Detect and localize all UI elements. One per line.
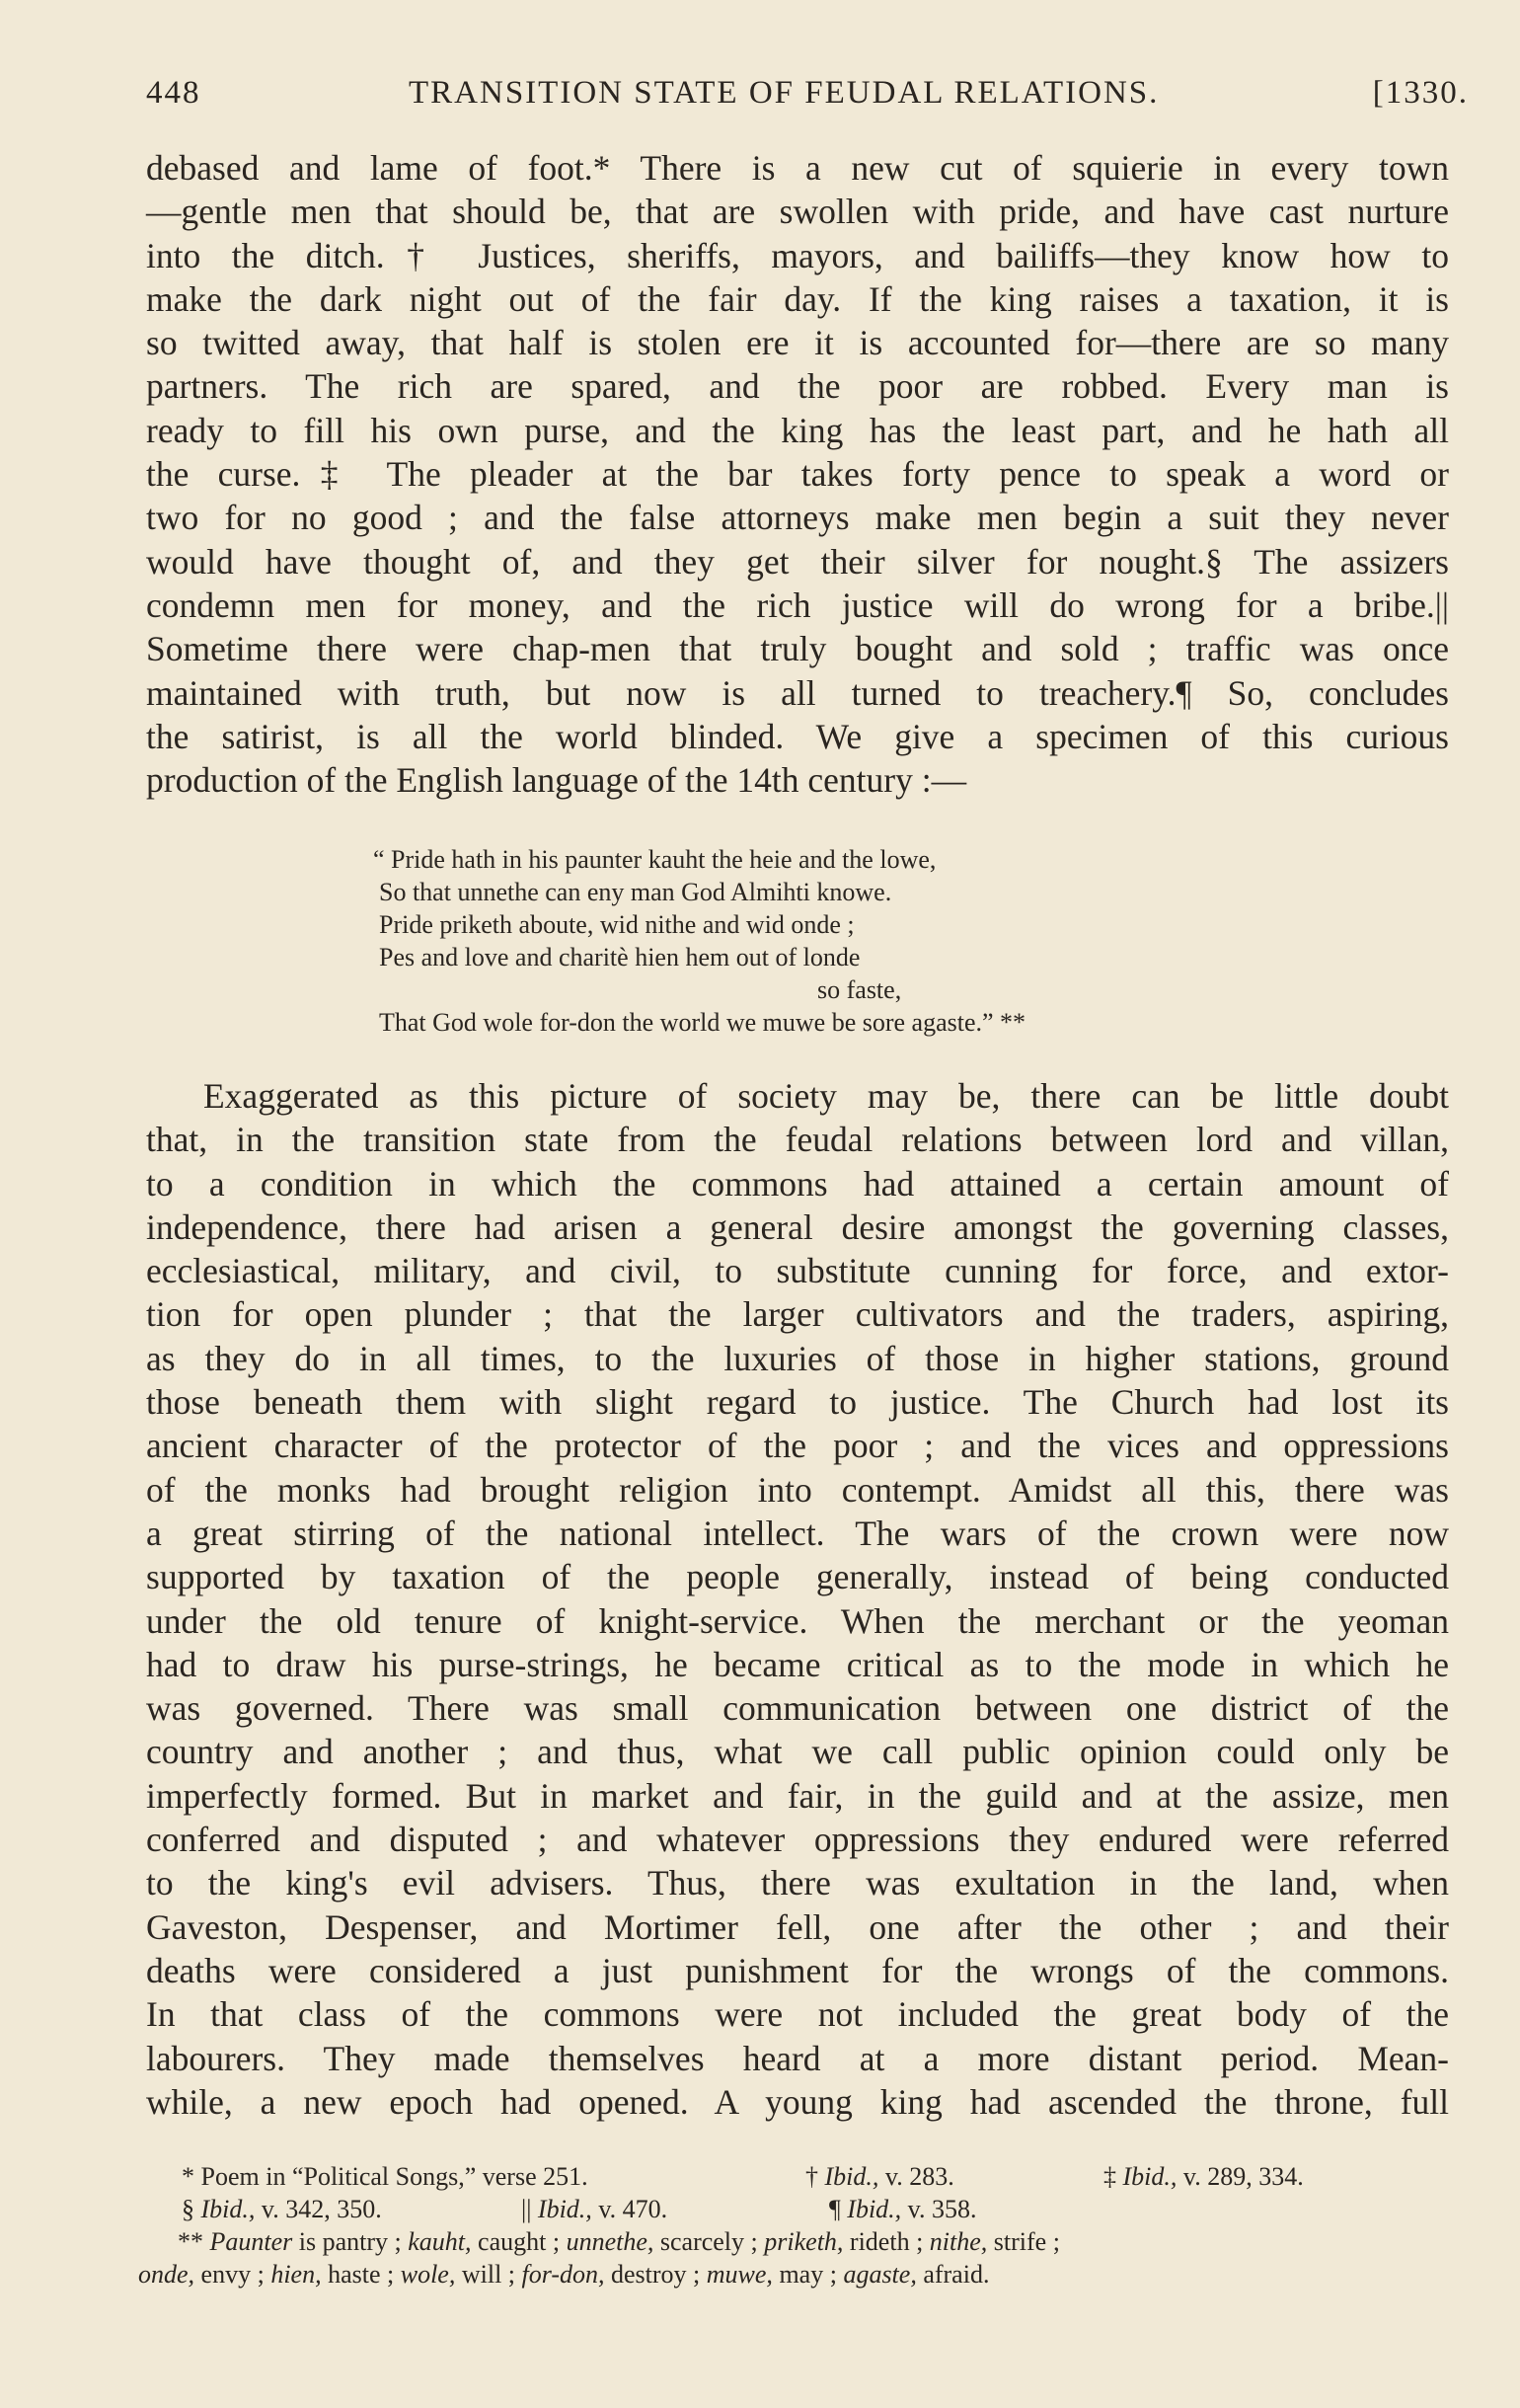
gloss-term: unnethe, [566,2227,654,2256]
footnote-mark: ¶ [829,2195,841,2223]
text-line: supported by taxation of the people generally, instead of being conducted [146,1557,1449,1597]
gloss-term: nithe, [929,2227,988,2256]
gloss-term: onde, [138,2260,195,2289]
text-line: deaths were considered a just punishment for the wrongs of the commons. [146,1950,1449,1990]
footnote-mark: ** [178,2227,203,2256]
text-line: In that class of the commons were not included the great body of the [146,1994,1449,2035]
footnote-ref: v. 358. [907,2195,977,2223]
text-line: partners. The rich are spared, and the poor are robbed. Every man is [146,366,1449,407]
footnote-ibid: Ibid., [824,2162,879,2191]
gloss-term: kauht, [408,2227,472,2256]
text-line: into the ditch.† Justices, sheriffs, mayors, and bailiffs—they know how to [146,235,1449,275]
text-line: the satirist, is all the world blinded. We give a specimen of this curious [146,716,1449,756]
gloss-term: for-don, [521,2260,605,2289]
gloss-meaning: destroy ; [611,2260,701,2289]
text-line: under the old tenure of knight-service. When the merchant or the yeoman [146,1600,1449,1641]
gloss-term: wole, [400,2260,456,2289]
text-line: to the king's evil advisers. Thus, there was exultation in the land, when [146,1863,1449,1903]
text-line: those beneath them with slight regard to justice. The Church had lost its [146,1382,1449,1423]
footnotes [138,2160,1461,2291]
text-line: of the monks had brought religion into contempt. Amidst all this, there was [146,1469,1449,1510]
text-line: ready to fill his own purse, and the king has the least part, and he hath all [146,410,1449,450]
poem-line: so faste, [817,975,902,1004]
gloss-meaning: caught ; [478,2227,561,2256]
text-line: ecclesiastical, military, and civil, to substitute cunning for force, and extor- [146,1251,1449,1291]
text-line: country and another ; and thus, what we call public opinion could only be [146,1732,1449,1772]
header-year: [1330. [1372,75,1469,111]
text-line: maintained with truth, but now is all turned to treachery.¶ So, concludes [146,672,1449,713]
gloss-meaning: haste ; [328,2260,395,2289]
page-number: 448 [146,75,201,111]
poem-line: “ Pride hath in his paunter kauht the heie and the lowe, [373,845,937,874]
text-line: so twitted away, that half is stolen ere it is accounted for—there are so many [146,323,1449,363]
footnote-ibid: Ibid., [1122,2162,1178,2191]
text-line: conferred and disputed ; and whatever oppressions they endured were referred [146,1820,1449,1860]
poem-line: That God wole for-don the world we muwe be sore agaste.” ** [379,1008,1026,1037]
text-line: two for no good ; and the false attorneys make men begin a suit they never [146,498,1449,538]
gloss-term: Paunter [209,2227,293,2256]
text-line: would have thought of, and they get their silver for nought.§ The assizers [146,541,1449,582]
text-line: make the dark night out of the fair day. If the king raises a taxation, it is [146,278,1449,319]
footnote-row [138,2160,1461,2193]
footnote-ibid: Ibid., [537,2195,592,2223]
footnote-row [138,2193,1461,2225]
gloss-term: priketh, [764,2227,844,2256]
gloss-meaning: strife ; [993,2227,1060,2256]
gloss-term: muwe, [706,2260,773,2289]
footnote-ref: v. 289, 334. [1182,2162,1304,2191]
text-line: that, in the transition state from the feudal relations between lord and villan, [146,1120,1449,1160]
text-line: the curse.‡ The pleader at the bar takes forty pence to speak a word or [146,454,1449,495]
footnote-ibid: Ibid., [200,2195,256,2223]
text-line: Gaveston, Despenser, and Mortimer fell, one after the other ; and their [146,1906,1449,1947]
running-title: TRANSITION STATE OF FEUDAL RELATIONS. [409,75,1160,111]
text-line: —gentle men that should be, that are swollen with pride, and have cast nurture [146,192,1449,232]
text-line: imperfectly formed. But in market and fair, in the guild and at the assize, men [146,1775,1449,1816]
footnote-row [138,2225,1461,2258]
poem-quotation [373,843,1242,1039]
poem-line: Pes and love and charitè hien hem out of londe [379,943,861,971]
text-line: was governed. There was small communication between one district of the [146,1688,1449,1729]
gloss-meaning: afraid. [923,2260,990,2289]
poem-line: So that unnethe can eny man God Almihti knowe. [379,878,892,906]
text-line: Sometime there were chap-men that truly bought and sold ; traffic was once [146,629,1449,669]
footnote-mark: ‡ [1103,2162,1116,2191]
footnote-ibid: Ibid., [847,2195,902,2223]
text-line: while, a new epoch had opened. A young king had ascended the throne, full [146,2081,1449,2122]
gloss-meaning: may ; [779,2260,837,2289]
gloss-meaning: will ; [461,2260,516,2289]
text-line: labourers. They made themselves heard at a more distant period. Mean- [146,2038,1449,2078]
text-line: had to draw his purse-strings, he became critical as to the mode in which he [146,1644,1449,1684]
gloss-meaning: envy ; [200,2260,265,2289]
text-line: condemn men for money, and the rich justice will do wrong for a bribe.|| [146,584,1449,625]
paragraph-2 [146,1074,1449,2124]
footnote-text: * Poem in “Political Songs,” verse 251. [182,2162,588,2191]
footnote-row [138,2258,1461,2291]
text-line: debased and lame of foot.* There is a new cut of squierie in every town [146,148,1449,188]
paragraph-1 [146,146,1449,802]
footnote-ref: v. 283. [884,2162,954,2191]
footnote-mark: § [182,2195,194,2223]
gloss-term: agaste, [843,2260,917,2289]
poem-line: Pride priketh aboute, wid nithe and wid onde ; [379,910,855,939]
text-line: tion for open plunder ; that the larger cultivators and the traders, aspiring, [146,1294,1449,1335]
text-line: a great stirring of the national intellect. The wars of the crown were now [146,1513,1449,1553]
gloss-meaning: scarcely ; [659,2227,758,2256]
text-line: Exaggerated as this picture of society may be, there can be little doubt [203,1076,1449,1116]
footnote-mark: † [805,2162,818,2191]
running-header [146,67,1469,117]
footnote-ref: v. 342, 350. [261,2195,382,2223]
text-line: to a condition in which the commons had attained a certain amount of [146,1163,1449,1204]
footnote-ref: v. 470. [598,2195,668,2223]
gloss-term: hien, [270,2260,322,2289]
text-line: ancient character of the protector of the poor ; and the vices and oppressions [146,1426,1449,1466]
text-line: independence, there had arisen a general desire amongst the governing classes, [146,1206,1449,1247]
text-line: as they do in all times, to the luxuries of those in higher stations, ground [146,1338,1449,1378]
gloss-meaning: rideth ; [849,2227,924,2256]
text-line: production of the English language of the 14th century :— [146,760,967,801]
gloss-meaning: is pantry ; [298,2227,402,2256]
footnote-mark: || [521,2195,532,2223]
